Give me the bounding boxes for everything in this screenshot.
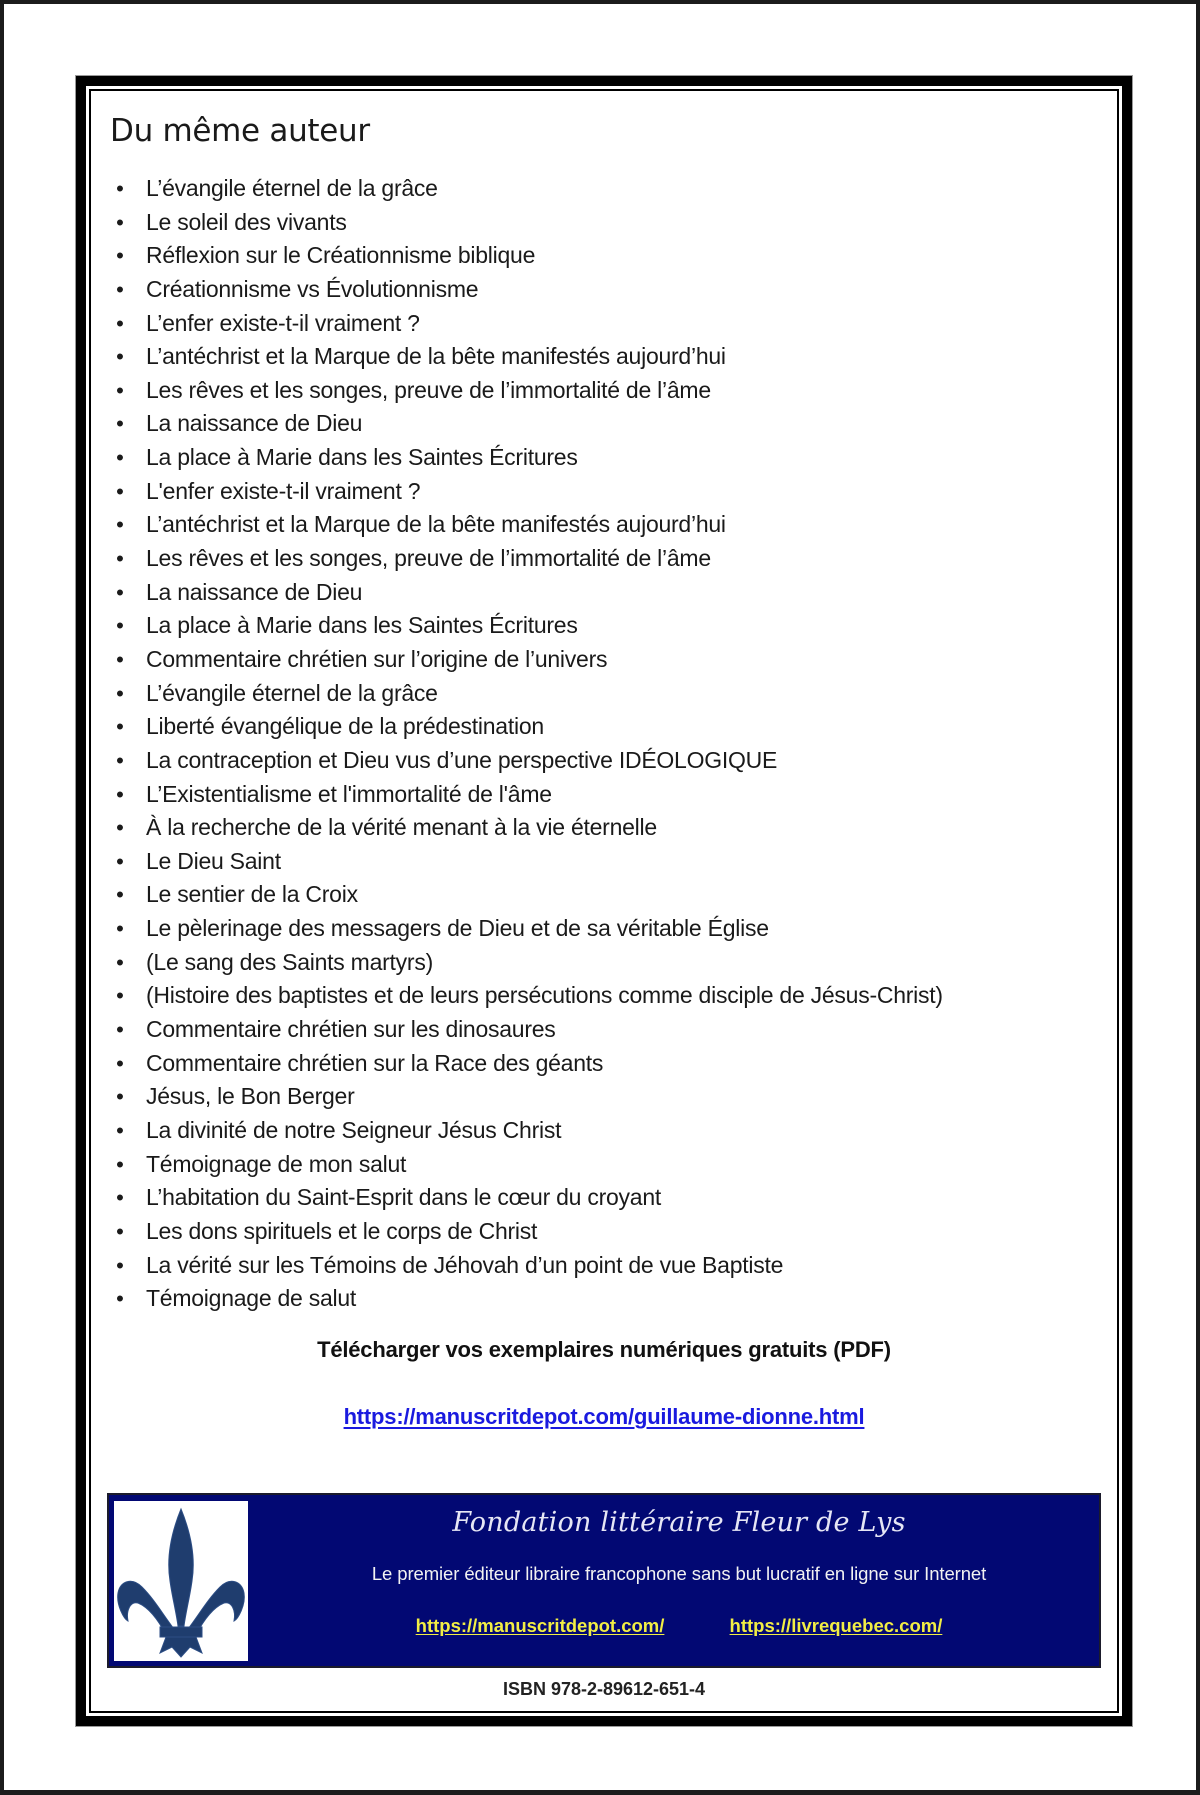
book-title: La naissance de Dieu <box>146 578 363 605</box>
book-title: (Histoire des baptistes et de leurs persécutions comme disciple de Jésus-Christ) <box>146 982 943 1009</box>
bullet-icon: • <box>116 1286 124 1312</box>
bullet-icon: • <box>116 276 124 302</box>
bullet-icon: • <box>116 646 124 672</box>
book-title: L'enfer existe-t-il vraiment ? <box>146 477 421 504</box>
isbn: ISBN 978-2-89612-651-4 <box>502 1679 706 1699</box>
bullet-icon: • <box>116 714 124 740</box>
book-title: Commentaire chrétien sur la Race des géants <box>146 1049 604 1076</box>
bullet-icon: • <box>116 344 124 370</box>
fleur-de-lys-center-petal <box>169 1509 194 1626</box>
bullet-icon: • <box>116 815 124 841</box>
book-title: Le soleil des vivants <box>146 208 347 235</box>
book-title: Témoignage de mon salut <box>146 1150 407 1177</box>
bullet-icon: • <box>116 445 124 471</box>
publisher-tagline: Le premier éditeur libraire francophone sans but lucratif en ligne sur Internet <box>371 1563 987 1584</box>
bullet-icon: • <box>116 377 124 403</box>
bullet-icon: • <box>116 747 124 773</box>
bullet-icon: • <box>116 209 124 235</box>
bullet-icon: • <box>116 411 124 437</box>
page-content <box>91 91 1117 1711</box>
book-title: Créationnisme vs Évolutionnisme <box>146 275 479 302</box>
book-title: L’habitation du Saint-Esprit dans le cœur du croyant <box>146 1184 662 1211</box>
book-title: Les dons spirituels et le corps de Christ <box>146 1217 538 1244</box>
bullet-icon: • <box>116 310 124 336</box>
bullet-icon: • <box>116 613 124 639</box>
book-title: L’antéchrist et la Marque de la bête manifestés aujourd’hui <box>146 511 726 538</box>
bullet-icon: • <box>116 1017 124 1043</box>
publisher-links <box>259 1615 1099 1637</box>
bullet-icon: • <box>116 1084 124 1110</box>
book-title: Commentaire chrétien sur les dinosaures <box>146 1016 556 1043</box>
livrequebec-link[interactable]: https://livrequebec.com/ <box>729 1615 943 1636</box>
book-title: L’évangile éternel de la grâce <box>146 175 438 201</box>
book-title: Le sentier de la Croix <box>146 881 358 908</box>
book-title: À la recherche de la vérité menant à la vie éternelle <box>146 814 657 841</box>
bullet-icon: • <box>116 1185 124 1211</box>
book-title: L’évangile éternel de la grâce <box>146 679 438 706</box>
bullet-icon: • <box>116 882 124 908</box>
bullet-icon: • <box>116 546 124 572</box>
page-title: Du même auteur <box>110 113 370 149</box>
fleur-de-lys-icon <box>114 1501 248 1661</box>
book-title: L’Existentialisme et l'immortalité de l'âme <box>146 780 552 807</box>
book-title: Le pèlerinage des messagers de Dieu et de sa véritable Église <box>146 915 769 942</box>
book-title: La place à Marie dans les Saintes Écritures <box>146 612 578 639</box>
publisher-logo <box>114 1501 248 1661</box>
frame-gap <box>86 86 1122 1716</box>
book-title: L’enfer existe-t-il vraiment ? <box>146 309 420 336</box>
bullet-icon: • <box>116 916 124 942</box>
foundation-name: Fondation littéraire Fleur de Lys <box>452 1507 906 1538</box>
publisher-banner <box>107 1493 1101 1668</box>
bullet-icon: • <box>116 243 124 269</box>
bullet-icon: • <box>116 1151 124 1177</box>
book-title: Le Dieu Saint <box>146 847 281 874</box>
download-instructions: Télécharger vos exemplaires numériques gratuits (PDF) <box>317 1337 891 1362</box>
bullet-icon: • <box>116 1050 124 1076</box>
book-title: Les rêves et les songes, preuve de l’immortalité de l’âme <box>146 376 711 403</box>
book-title: Jésus, le Bon Berger <box>146 1083 355 1110</box>
manuscritdepot-link[interactable]: https://manuscritdepot.com/ <box>415 1615 665 1636</box>
book-title: Les rêves et les songes, preuve de l’immortalité de l’âme <box>146 545 711 572</box>
book-title: L’antéchrist et la Marque de la bête manifestés aujourd’hui <box>146 343 726 370</box>
book-title: (Le sang des Saints martyrs) <box>146 948 434 975</box>
book-title: La naissance de Dieu <box>146 410 363 437</box>
book-title: Réflexion sur le Créationnisme biblique <box>146 242 536 269</box>
book-title: Témoignage de salut <box>146 1285 357 1312</box>
author-page-link[interactable]: https://manuscritdepot.com/guillaume-dionne.html <box>343 1404 865 1429</box>
book-title: La divinité de notre Seigneur Jésus Christ <box>146 1116 562 1143</box>
bullet-icon: • <box>116 1252 124 1278</box>
inner-frame <box>89 89 1119 1713</box>
book-title: Liberté évangélique de la prédestination <box>146 713 544 740</box>
bullet-icon: • <box>116 1218 124 1244</box>
book-title: La vérité sur les Témoins de Jéhovah d’un point de vue Baptiste <box>146 1251 784 1278</box>
outer-frame <box>75 75 1133 1727</box>
book-title: Commentaire chrétien sur l’origine de l’univers <box>146 645 608 672</box>
fleur-de-lys-base <box>160 1637 202 1657</box>
bullet-icon: • <box>116 949 124 975</box>
bullet-icon: • <box>116 512 124 538</box>
bullet-icon: • <box>116 680 124 706</box>
bullet-icon: • <box>116 176 124 201</box>
book-title: La contraception et Dieu vus d’une perspective IDÉOLOGIQUE <box>146 746 778 773</box>
bullet-icon: • <box>116 579 124 605</box>
bullet-icon: • <box>116 1117 124 1143</box>
bullet-icon: • <box>116 983 124 1009</box>
fleur-de-lys-band <box>160 1627 202 1637</box>
bullet-icon: • <box>116 781 124 807</box>
bullet-icon: • <box>116 478 124 504</box>
bullet-icon: • <box>116 848 124 874</box>
book-title: La place à Marie dans les Saintes Écritures <box>146 444 578 471</box>
download-link-container <box>91 1404 1117 1430</box>
